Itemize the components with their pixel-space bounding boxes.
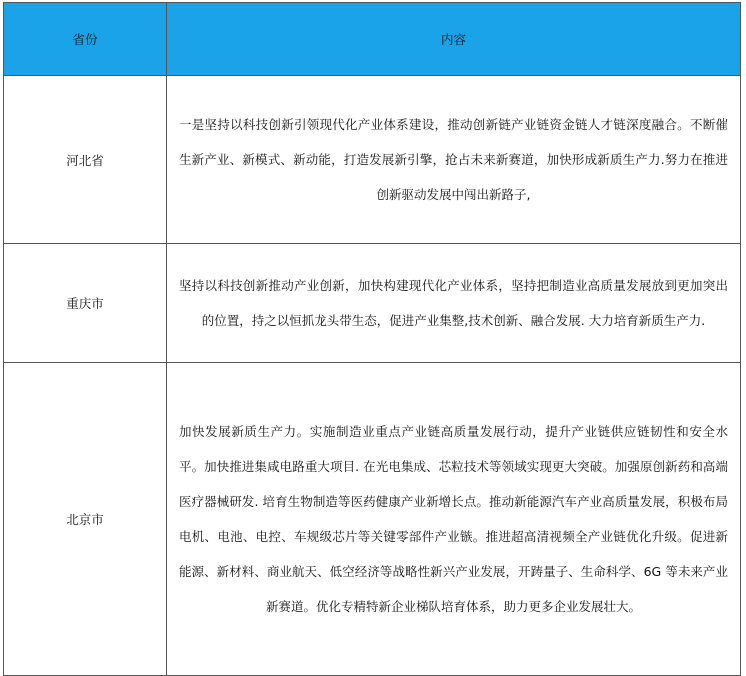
province-policy-table bbox=[3, 2, 741, 676]
table-row bbox=[4, 244, 741, 363]
province-cell: 河北省 bbox=[4, 76, 167, 244]
table-row bbox=[4, 76, 741, 244]
header-province: 省份 bbox=[4, 3, 167, 76]
content-cell: 一是坚持以科技创新引领现代化产业体系建设，推动创新链产业链资金链人才链深度融合。不断催生新产业、新模式、新动能，打造发展新引擎，抢占未来新赛道，加快形成新质生产力.努力在推进创新驱动发展中闯出新路子, bbox=[167, 76, 741, 244]
content-cell: 加快发展新质生产力。实施制造业重点产业链高质量发展行动，提升产业链供应链韧性和安全水平。加快推进集咸电路重大项目. 在光电集成、芯粒技术等领域实现更大突破。加强原创新药和高端医疗器械研发. 培育生物制造等医药健康产业新增长点。推动新能源汽车产业高质量发展，积极布局电机、电池、电控、车规级芯片等关键零部件产业镞。推进超高清视频全产业链优化升级。促进新能源、新材料、商业航天、低空经济等战略性新兴产业发展，开踌量子、生命科学、6G 等未来产业新赛道。优化专精特新企业梯队培育体系，助力更多企业发展壮大。 bbox=[167, 363, 741, 676]
table-row bbox=[4, 363, 741, 676]
table-header-row bbox=[4, 3, 741, 76]
province-cell: 重庆市 bbox=[4, 244, 167, 363]
province-cell: 北京市 bbox=[4, 363, 167, 676]
content-cell: 坚持以科技创新推动产业创新，加快构建现代化产业体系，坚持把制造业高质量发展放到更加突出的位置，持之以恒抓龙头带生态，促进产业集整,技术创新、融合发展. 大力培育新质生产力. bbox=[167, 244, 741, 363]
header-content: 内容 bbox=[167, 3, 741, 76]
